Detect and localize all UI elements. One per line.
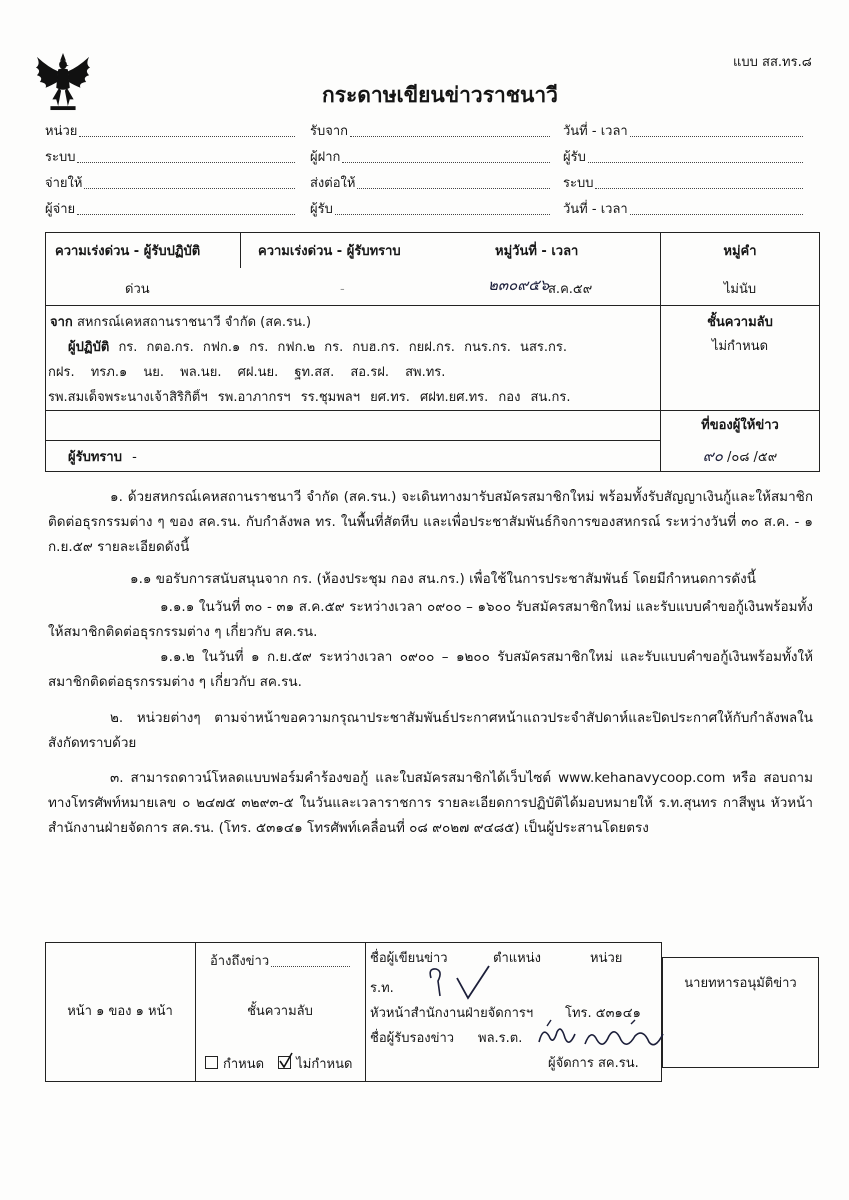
action-addressees-1: กร. กตอ.กร. กฟก.๑ กร. กฟก.๒ กร. กบฮ.กร. กยฝ.กร. กนร.กร. นสร.กร. [118, 340, 567, 355]
writer-position: หัวหน้าสำนักงานฝ่ายจัดการฯ [370, 1006, 534, 1021]
body-paragraph-1-1-2: ๑.๑.๒ ในวันที่ ๑ ก.ย.๕๙ ระหว่างเวลา ๐๙๐๐ – ๑๒๐๐ รับสมัครสมาชิกใหม่ และรับแบบคำขอกู้เงินพร้อมทั้งให้สมาชิกติดต่อธุรกรรมต่าง ๆ เกี่ยวกับ สค.รน. [48, 649, 813, 690]
originator-ref-label: ที่ของผู้ให้ข่าว [701, 418, 779, 433]
writer-name-header: ชื่อผู้เขียนข่าว [370, 951, 448, 966]
info-value: - [132, 450, 137, 465]
dotted-leader [630, 136, 803, 137]
option-defined-label: กำหนด [223, 1057, 265, 1072]
field-label: ผู้ฝาก [310, 150, 341, 165]
garuda-emblem-icon [34, 52, 92, 112]
option-undefined-label: ไม่กำหนด [296, 1057, 353, 1072]
writer-position-header: ตำแหน่ง [493, 951, 541, 966]
dtg-label: หมู่วันที่ - เวลา [495, 244, 579, 259]
field-issued-to [45, 172, 295, 192]
from-value: สหกรณ์เคหสถานราชนาวี จำกัด (สค.รน.) [76, 315, 312, 330]
reference-field [210, 950, 350, 970]
precedence-info-value: - [340, 282, 345, 297]
writer-signature [425, 962, 505, 1004]
field-label: ผู้จ่าย [45, 202, 76, 217]
from-label: จาก [50, 315, 73, 330]
originator-ref-printed: /๐๘ /๕๙ [722, 450, 778, 465]
writer-phone: โทร. ๕๓๑๔๑ [565, 1006, 641, 1021]
form-code: แบบ สส.ทร.๘ [733, 55, 812, 70]
certifier-label: ชื่อผู้รับรองข่าว [370, 1031, 455, 1046]
originator-ref [660, 447, 820, 467]
dotted-leader [588, 162, 803, 163]
approver-box [662, 957, 819, 1068]
footer-classification-label: ชั้นความลับ [247, 1004, 313, 1019]
writer-rank: ร.ท. [370, 981, 394, 996]
group-count-value: ไม่นับ [723, 282, 757, 297]
field-received-from [310, 120, 550, 140]
body-paragraph-1-1: ๑.๑ ขอรับการสนับสนุนจาก กร. (ห้องประชุม กอง สน.กร.) เพื่อใช้ในการประชาสัมพันธ์ โดยมีกำหนดการดังนี้ [130, 571, 756, 587]
dotted-leader [84, 188, 295, 189]
body-paragraph-2: ๒. หน่วยต่างๆ ตามจ่าหน้าขอความกรุณาประชาสัมพันธ์ประกาศหน้าแถวประจำสัปดาห์และปิดประกาศให้กับกำลังพลในสังกัดทราบด้วย [48, 710, 813, 751]
field-system-1 [45, 146, 295, 166]
classification-label: ชั้นความลับ [707, 315, 773, 330]
dotted-leader [357, 188, 550, 189]
action-label: ผู้ปฏิบัติ [68, 340, 110, 355]
field-label: ผู้รับ [310, 202, 333, 217]
group-count-label: หมู่คำ [723, 244, 757, 259]
field-label: รับจาก [310, 124, 349, 139]
field-system-2 [563, 172, 803, 192]
checkbox-defined [205, 1056, 218, 1069]
dotted-leader [335, 214, 550, 215]
action-addressees-3: รพ.สมเด็จพระนางเจ้าสิริกิติ์ฯ รพ.อาภากรฯ รร.ชุมพลฯ ยศ.ทร. ศฝท.ยศ.ทร. กอง สน.กร. [48, 390, 571, 405]
dotted-leader [271, 966, 350, 967]
classification-value: ไม่กำหนด [711, 339, 769, 354]
body-paragraph-3: ๓. สามารถดาวน์โหลดแบบฟอร์มคำร้องขอกู้ และใบสมัครสมาชิกได้เว็บไซต์ www.kehanavycoop.com หรือ สอบถามทางโทรศัพท์หมายเลข ๐ ๒๔๗๕ ๓๒๙๓-๕ ในวันและเวลาราชการ รายละเอียดการปฏิบัติได้มอบหมายให้ ร.ท.สุนทร กาสีพูน หัวหน้าสำนักงานฝ่ายจัดการ สค.รน. (โทร. ๕๓๑๔๑ โทรศัพท์เคลื่อนที่ ๐๘ ๙๐๒๗ ๙๔๘๕) เป็นผู้ประสานโดยตรง [48, 770, 813, 836]
dotted-leader [630, 214, 803, 215]
precedence-info-label: ความเร่งด่วน - ผู้รับทราบ [258, 244, 401, 259]
header-divider [240, 232, 241, 268]
dtg-month: ส.ค.๕๙ [548, 282, 593, 297]
field-label: ระบบ [45, 150, 76, 165]
row-divider [45, 440, 660, 441]
field-label: จ่ายให้ [45, 176, 83, 191]
classification-options [205, 1056, 352, 1074]
action-row-1 [68, 339, 656, 357]
page-count: หน้า ๑ ของ ๑ หน้า [67, 1004, 173, 1019]
field-datetime-2 [563, 198, 803, 218]
precedence-action-label: ความเร่งด่วน - ผู้รับปฏิบัติ [55, 244, 201, 259]
precedence-action-value: ด่วน [125, 282, 150, 297]
approver-label: นายทหารอนุมัติข่าว [684, 976, 797, 991]
row-divider [45, 410, 820, 411]
body-paragraph-1-1-1: ๑.๑.๑ ในวันที่ ๓๐ - ๓๑ ส.ค.๕๙ ระหว่างเวลา ๐๙๐๐ – ๑๖๐๐ รับสมัครสมาชิกใหม่ และรับแบบคำขอกู้เงินพร้อมทั้งให้สมาชิกติดต่อธุรกรรมต่าง ๆ เกี่ยวกับ สค.รน. [48, 599, 813, 640]
field-label: ส่งต่อให้ [310, 176, 356, 191]
action-addressees-2: กฝร. ทรภ.๑ นย. พล.นย. ศฝ.นย. ฐท.สส. สอ.รฝ. สพ.ทร. [48, 365, 446, 380]
dotted-leader [77, 162, 295, 163]
footer-divider [365, 942, 366, 1082]
field-depositor [310, 146, 550, 166]
dtg-handwritten: ๒๓๐๙๕๖ [488, 276, 550, 294]
field-datetime-1 [563, 120, 803, 140]
body-paragraph-1: ๑. ด้วยสหกรณ์เคหสถานราชนาวี จำกัด (สค.รน.) จะเดินทางมารับสมัครสมาชิกใหม่ พร้อมทั้งรับสัญญาเงินกู้และให้สมาชิกติดต่อธุรกรรมต่าง ๆ ของ สค.รน. กับกำลังพล ทร. ในพื้นที่สัตหีบ และเพื่อประชาสัมพันธ์กิจการของสหกรณ์ ระหว่างวันที่ ๓๐ ส.ค. - ๑ ก.ย.๕๙ รายละเอียดดังนี้ [48, 489, 813, 555]
writer-unit-header: หน่วย [590, 951, 623, 966]
dotted-leader [595, 188, 803, 189]
field-label: วันที่ - เวลา [563, 124, 628, 139]
info-label: ผู้รับทราบ [68, 450, 122, 465]
dotted-leader [77, 214, 295, 215]
checkbox-undefined-checked [278, 1056, 291, 1069]
field-label: ผู้รับ [563, 150, 586, 165]
reference-label: อ้างถึงข่าว [210, 954, 270, 969]
certifier-rank: พล.ร.ต. [478, 1031, 523, 1046]
originator-ref-handwritten: ๙๐ [702, 447, 723, 465]
field-label: ระบบ [563, 176, 594, 191]
from-row [50, 314, 311, 332]
field-forward-to [310, 172, 550, 192]
dotted-leader [350, 136, 550, 137]
field-receiver-2 [310, 198, 550, 218]
info-row [68, 449, 137, 467]
dotted-leader [342, 162, 550, 163]
dotted-leader [79, 136, 295, 137]
field-receiver-1 [563, 146, 803, 166]
page-title: กระดาษเขียนข่าวราชนาวี [322, 83, 558, 107]
check-icon [278, 1052, 294, 1070]
message-body [48, 485, 813, 841]
certifier-signature [535, 1018, 670, 1058]
field-label: วันที่ - เวลา [563, 202, 628, 217]
certifier-position: ผู้จัดการ สค.รน. [548, 1056, 639, 1071]
field-issuer [45, 198, 295, 218]
field-label: หน่วย [45, 124, 78, 139]
row-divider [45, 305, 820, 306]
field-unit [45, 120, 295, 140]
